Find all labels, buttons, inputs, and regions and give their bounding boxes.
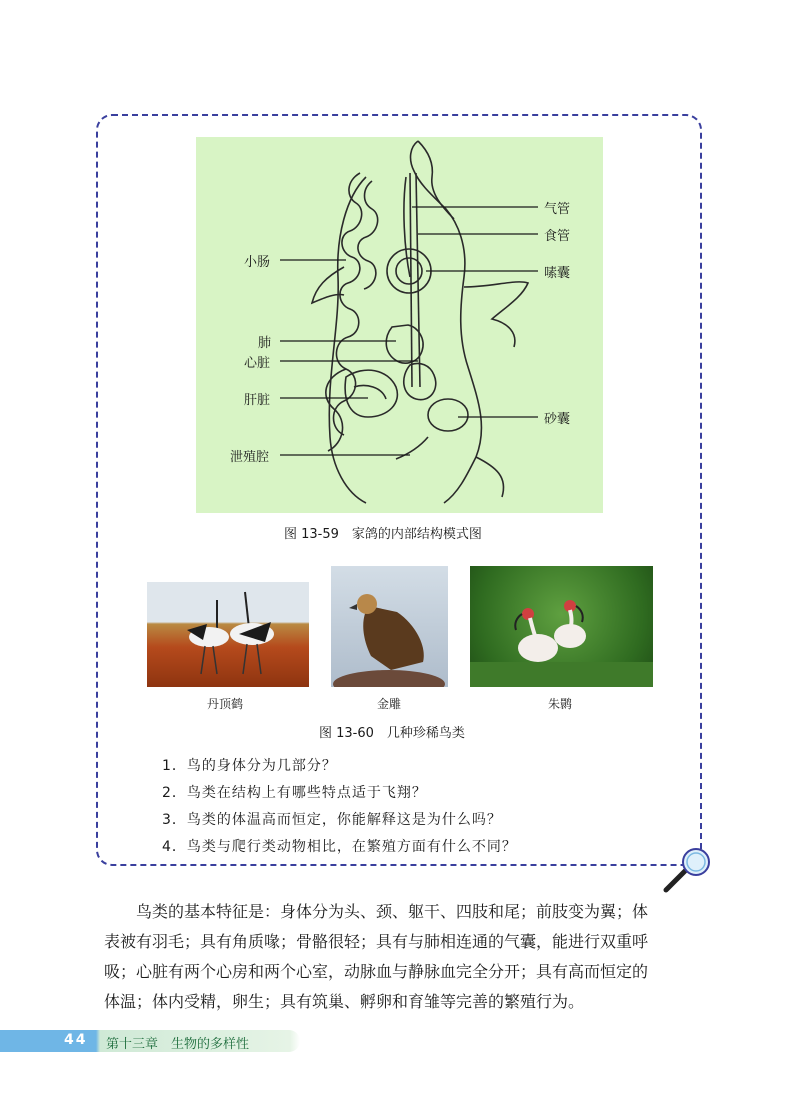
red-crowned-crane-photo: [147, 582, 309, 687]
figure2-caption: 图 13-60 几种珍稀鸟类: [319, 726, 465, 741]
ibis-silhouettes: [470, 566, 653, 687]
bird-name-ibis: 朱鹮: [548, 697, 573, 711]
magnifier-icon: [656, 846, 716, 898]
question-3: 3．鸟类的体温高而恒定，你能解释这是为什么吗？: [162, 812, 502, 828]
bird-name-crane: 丹顶鹤: [207, 697, 244, 711]
label-small-intestine: 小肠: [244, 255, 271, 270]
paragraph-line: 鸟类的基本特征是：身体分为头、颈、躯干、四肢和尾；前肢变为翼；体: [104, 902, 649, 921]
paragraph-line: 表被有羽毛；具有角质喙；骨骼很轻；具有与肺相连通的气囊，能进行双重呼: [104, 932, 649, 951]
label-gizzard: 砂囊: [544, 412, 571, 427]
golden-eagle-photo: [331, 566, 448, 687]
question-2: 2．鸟类在结构上有哪些特点适于飞翔？: [162, 785, 427, 801]
bird-name-eagle: 金雕: [377, 697, 402, 711]
label-cloaca: 泄殖腔: [230, 450, 270, 465]
page-number: 44: [64, 1032, 88, 1048]
summary-paragraph: [104, 897, 704, 1017]
crane-silhouettes: [147, 582, 309, 687]
paragraph-line: 体温；体内受精，卵生；具有筑巢、孵卵和育雏等完善的繁殖行为。: [104, 992, 585, 1011]
label-crop: 嗉囊: [544, 266, 571, 281]
label-lung: 肺: [258, 336, 272, 351]
label-heart: 心脏: [244, 356, 271, 371]
label-trachea: 气管: [544, 202, 571, 217]
label-esophagus: 食管: [544, 229, 571, 244]
label-liver: 肝脏: [244, 393, 271, 408]
figure1-caption: 图 13-59 家鸽的内部结构模式图: [284, 527, 482, 542]
paragraph-line: 吸；心脏有两个心房和两个心室，动脉血与静脉血完全分开；具有高而恒定的: [104, 962, 649, 981]
chapter-title: 第十三章 生物的多样性: [106, 1037, 250, 1052]
question-4: 4．鸟类与爬行类动物相比，在繁殖方面有什么不同？: [162, 839, 517, 855]
eagle-silhouette: [331, 566, 448, 687]
crested-ibis-photo: [470, 566, 653, 687]
question-1: 1．鸟的身体分为几部分？: [162, 758, 337, 774]
pigeon-anatomy-diagram: [196, 137, 603, 513]
